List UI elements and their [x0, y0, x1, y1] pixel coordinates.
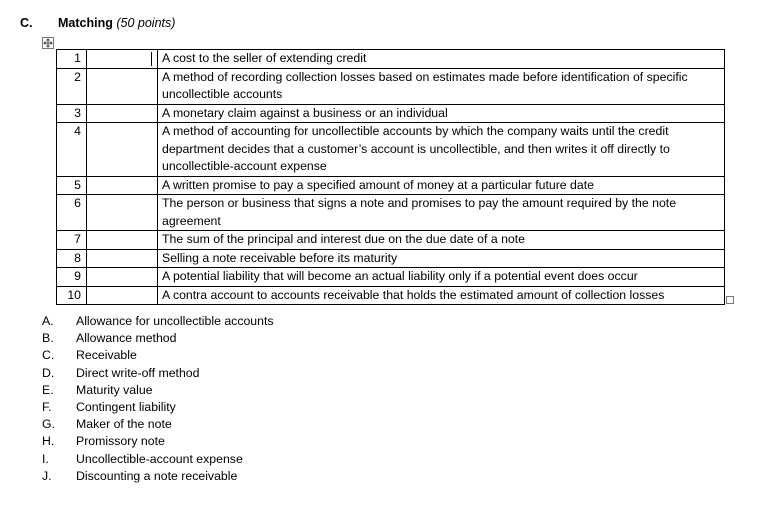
- section-points: (50 points): [116, 16, 176, 30]
- answer-cell[interactable]: [87, 268, 158, 287]
- row-number: 6: [57, 195, 87, 231]
- table-row: [57, 286, 725, 305]
- answer-cell[interactable]: [87, 50, 158, 69]
- option-letter: A.: [42, 314, 54, 328]
- definition-cell: A contra account to accounts receivable that holds the estimated amount of collection losses: [158, 286, 725, 305]
- row-number: 7: [57, 231, 87, 250]
- answer-options-list: [42, 313, 274, 485]
- table-resize-icon[interactable]: [726, 296, 734, 304]
- option-text: Promissory note: [76, 434, 165, 449]
- option-text: Receivable: [76, 348, 137, 363]
- row-number: 5: [57, 176, 87, 195]
- row-number: 2: [57, 68, 87, 104]
- answer-cell[interactable]: [87, 286, 158, 305]
- text-cursor: [151, 52, 152, 66]
- option-letter: D.: [42, 365, 55, 380]
- option-text: Maturity value: [76, 382, 153, 397]
- row-number: 3: [57, 104, 87, 123]
- definition-cell: A method of recording collection losses based on estimates made before identification of specific uncollectible accounts: [158, 68, 725, 104]
- list-item: [42, 433, 274, 450]
- table-row: [57, 123, 725, 177]
- answer-cell[interactable]: [87, 104, 158, 123]
- answer-cell[interactable]: [87, 68, 158, 104]
- table-row: [57, 176, 725, 195]
- answer-cell[interactable]: [87, 249, 158, 268]
- option-letter: J.: [42, 468, 52, 483]
- option-text: Maker of the note: [76, 417, 172, 432]
- definition-cell: A written promise to pay a specified amount of money at a particular future date: [158, 176, 725, 195]
- table-move-icon[interactable]: [42, 37, 54, 49]
- answer-cell[interactable]: [87, 195, 158, 231]
- list-item: [42, 330, 274, 347]
- row-number: 1: [57, 50, 87, 69]
- option-text: Allowance method: [76, 331, 177, 346]
- row-number: 10: [57, 286, 87, 305]
- option-text: Direct write-off method: [76, 365, 200, 380]
- matching-table: [56, 49, 725, 305]
- list-item: [42, 347, 274, 364]
- definition-cell: Selling a note receivable before its maturity: [158, 249, 725, 268]
- list-item: [42, 382, 274, 399]
- table-row: [57, 104, 725, 123]
- table-row: [57, 68, 725, 104]
- definition-cell: A potential liability that will become an actual liability only if a potential event does occur: [158, 268, 725, 287]
- section-letter: C.: [20, 16, 33, 30]
- definition-cell: A cost to the seller of extending credit: [158, 50, 725, 69]
- table-row: [57, 268, 725, 287]
- row-number: 8: [57, 249, 87, 268]
- option-text: Allowance for uncollectible accounts: [76, 314, 274, 328]
- row-number: 4: [57, 123, 87, 177]
- definition-cell: A method of accounting for uncollectible accounts by which the company waits until the credit department decides that a customer’s account is uncollectible, and then writes it off directly to uncollectible-account expense: [158, 123, 725, 177]
- option-letter: I.: [42, 451, 49, 466]
- row-number: 9: [57, 268, 87, 287]
- answer-cell[interactable]: [87, 176, 158, 195]
- list-item: [42, 313, 274, 330]
- section-title: Matching: [58, 16, 113, 30]
- answer-cell[interactable]: [87, 123, 158, 177]
- table-row: [57, 195, 725, 231]
- option-letter: E.: [42, 382, 54, 397]
- option-letter: G.: [42, 417, 55, 432]
- list-item: [42, 451, 274, 468]
- list-item: [42, 416, 274, 433]
- option-text: Uncollectible-account expense: [76, 451, 243, 466]
- option-letter: F.: [42, 400, 52, 415]
- table-row: [57, 50, 725, 69]
- table-row: [57, 249, 725, 268]
- definition-cell: The person or business that signs a note and promises to pay the amount required by the note agreement: [158, 195, 725, 231]
- option-letter: H.: [42, 434, 55, 449]
- list-item: [42, 399, 274, 416]
- list-item: [42, 365, 274, 382]
- section-heading: [20, 16, 175, 30]
- answer-cell[interactable]: [87, 231, 158, 250]
- option-letter: C.: [42, 348, 55, 363]
- table-row: [57, 231, 725, 250]
- list-item: [42, 468, 274, 485]
- option-text: Contingent liability: [76, 400, 176, 415]
- definition-cell: A monetary claim against a business or an individual: [158, 104, 725, 123]
- option-letter: B.: [42, 331, 54, 346]
- definition-cell: The sum of the principal and interest due on the due date of a note: [158, 231, 725, 250]
- option-text: Discounting a note receivable: [76, 468, 238, 483]
